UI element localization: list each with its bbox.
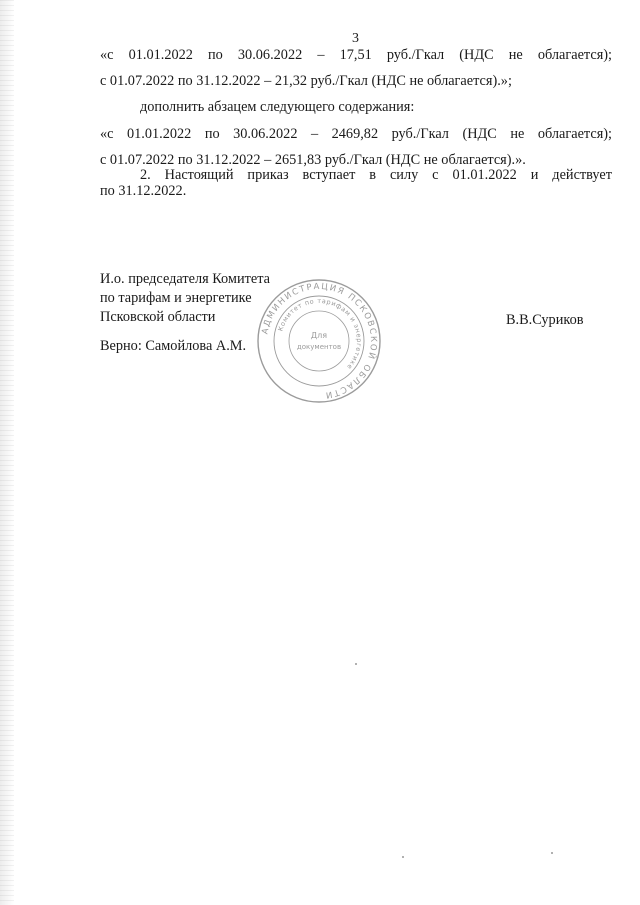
signatory-title [100,270,270,327]
signatory-title-line: И.о. председателя Комитета [100,271,270,287]
body-line-5: с 01.07.2022 по 31.12.2022 – 2651,83 руб./Гкал (НДС не облагается).». [100,152,526,168]
stamp-outer-text: АДМИНИСТРАЦИЯ ПСКОВСКОЙ ОБЛАСТИ [260,281,379,400]
stamp-center-line-2: документов [296,343,342,351]
body-line-4: «с 01.01.2022 по 30.06.2022 – 2469,82 руб./Гкал (НДС не облагается); [100,126,612,142]
body-line-2: с 01.07.2022 по 31.12.2022 – 21,32 руб./Гкал (НДС не облагается).»; [100,73,512,89]
stamp-inner-text: Комитет по тарифам и энергетике [276,296,364,372]
body-line-7: по 31.12.2022. [100,183,187,199]
stamp-center-line-1: Для [310,331,328,340]
body-line-3: дополнить абзацем следующего содержания: [140,99,415,115]
body-line-6: 2. Настоящий приказ вступает в силу с 01.01.2022 и действует [140,167,612,183]
signatory-name: В.В.Суриков [506,312,584,328]
scan-speck [355,663,357,665]
verified-by: Верно: Самойлова А.М. [100,338,247,354]
body-line-1: «с 01.01.2022 по 30.06.2022 – 17,51 руб./Гкал (НДС не облагается); [100,47,612,63]
scan-edge [0,0,14,905]
scan-speck [551,852,553,854]
official-stamp [256,278,382,404]
signatory-title-line: Псковской области [100,309,216,325]
scan-speck [402,856,404,858]
signatory-title-line: по тарифам и энергетике [100,290,252,306]
page-number: 3 [352,31,359,46]
